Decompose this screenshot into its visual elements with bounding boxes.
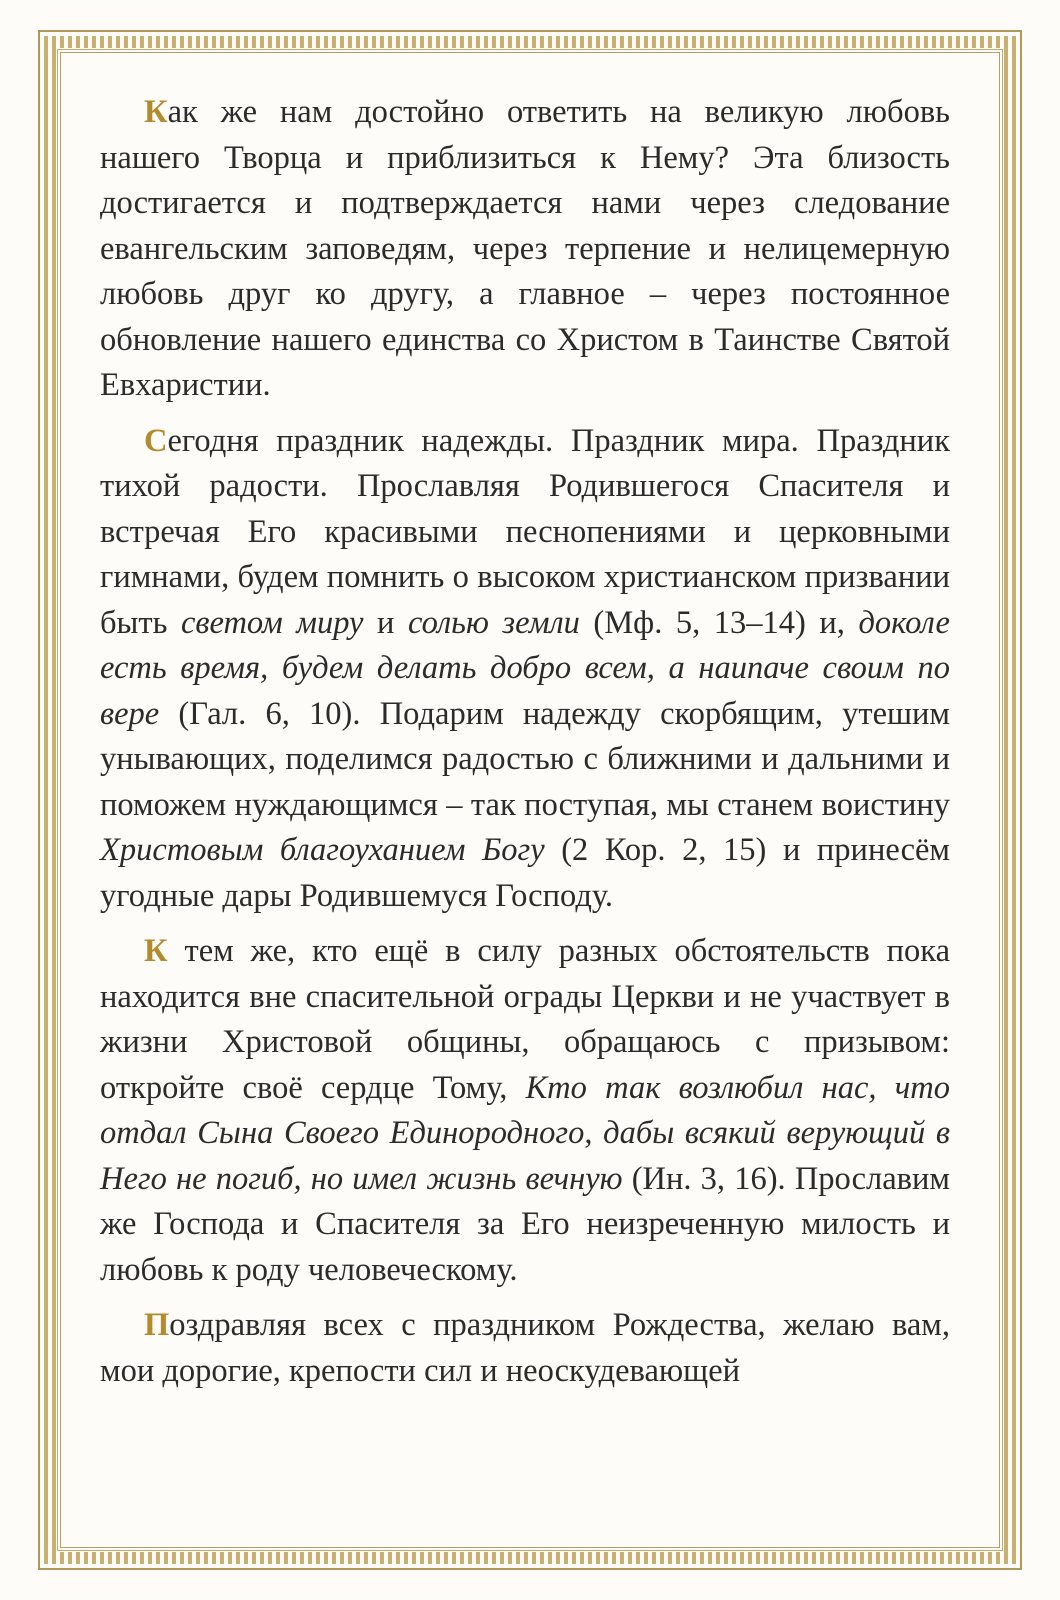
paragraph-text: тем же, кто ещё в силу разных обстоятельств пока находится вне спасительной ограды Церкви и не участвует в жизни Христовой общины, обращаюсь с призывом: откройте своё сердце Тому, [100, 933, 950, 1106]
paragraph-2 [100, 419, 950, 920]
paragraph-text: (Мф. 5, 13–14) и, [579, 604, 859, 641]
paragraph-4 [100, 1303, 950, 1394]
paragraph-text: ак же нам достойно ответить на великую любовь нашего Творца и приблизиться к Нему? Эта близость достигается и подтверждается нами через следование евангельским заповедям, через терпение и нелицемерную любовь друг ко другу, а главное – через постоянное обновление нашего единства со Христом в Таинстве Святой Евхаристии. [100, 94, 950, 403]
paragraph-text: оздравляя всех с праздником Рождества, желаю вам, мои дорогие, крепости сил и неоскудевающей [100, 1307, 950, 1389]
paragraph-3 [100, 929, 950, 1293]
scripture-quote: солью земли [407, 604, 580, 641]
paragraph-text: (Гал. 6, 10). Подарим надежду скорбящим, утешим унывающих, поделимся радостью с ближними и дальними и поможем нуждающимся – так поступая, мы станем воистину [100, 695, 950, 823]
paragraph-text: (Ин. 3, 16). Прославим же Господа и Спасителя за Его неизреченную милость и любовь к роду человеческому. [100, 1160, 950, 1288]
scripture-quote: доколе есть время, будем делать добро всем, а наипаче своим по вере [100, 604, 950, 732]
drop-initial: К [144, 94, 168, 130]
scripture-quote: светом миру [180, 604, 364, 641]
paragraph-text: егодня праздник надежды. Праздник мира. Праздник тихой радости. Прославляя Родившегося Спасителя и встречая Его красивыми песнопениями и церковными гимнами, будем помнить о высоком христианском призвании быть [100, 422, 950, 641]
drop-initial: С [144, 422, 168, 459]
scripture-quote: Христовым благоуханием Богу [100, 832, 545, 868]
text-body [100, 90, 950, 1404]
paragraph-1 [100, 90, 950, 409]
drop-initial: К [144, 933, 168, 969]
drop-initial: П [144, 1307, 170, 1343]
paragraph-text: и [363, 604, 408, 641]
paragraph-text: (2 Кор. 2, 15) и принесём угодные дары Родившемуся Господу. [100, 832, 950, 914]
scripture-quote: Кто так возлюбил нас, что отдал Сына Своего Единородного, дабы всякий верующий в Него не погиб, но имел жизнь вечную [100, 1069, 950, 1197]
